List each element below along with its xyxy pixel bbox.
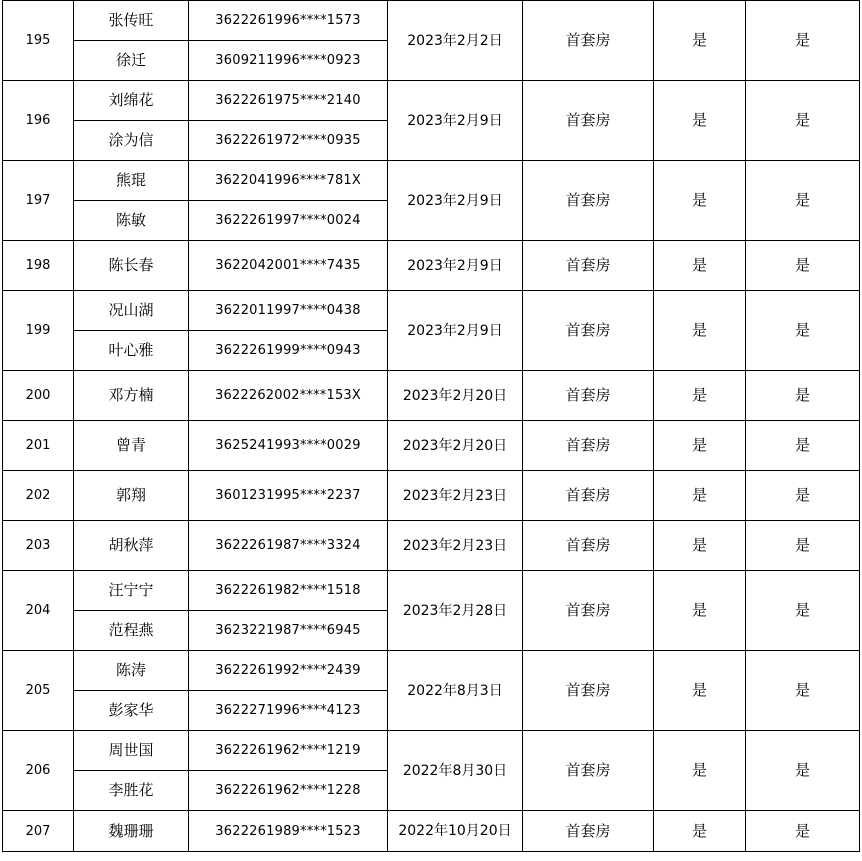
date-cell: 2023年2月23日 — [388, 471, 523, 521]
date-cell: 2023年2月9日 — [388, 241, 523, 291]
flag-b-cell: 是 — [746, 291, 860, 371]
flag-b-cell: 是 — [746, 731, 860, 811]
id-number-cell: 3609211996****0923 — [189, 41, 388, 81]
record-number-cell: 205 — [3, 651, 74, 731]
applicant-name-cell: 周世国 — [74, 731, 189, 771]
applicant-name-cell: 李胜花 — [74, 771, 189, 811]
id-number-cell: 3622042001****7435 — [189, 241, 388, 291]
record-number-cell: 203 — [3, 521, 74, 571]
record-number-cell: 206 — [3, 731, 74, 811]
records-table — [2, 0, 860, 852]
flag-a-cell: 是 — [654, 471, 746, 521]
applicant-name-cell: 陈长春 — [74, 241, 189, 291]
applicant-name-cell: 刘绵花 — [74, 81, 189, 121]
applicant-name-cell: 范程燕 — [74, 611, 189, 651]
id-number-cell: 3622261975****2140 — [189, 81, 388, 121]
flag-b-cell: 是 — [746, 571, 860, 651]
applicant-name-cell: 陈敏 — [74, 201, 189, 241]
table-row — [3, 1, 860, 41]
applicant-name-cell: 况山湖 — [74, 291, 189, 331]
applicant-name-cell: 涂为信 — [74, 121, 189, 161]
id-number-cell: 3622041996****781X — [189, 161, 388, 201]
records-body — [3, 1, 860, 852]
flag-a-cell: 是 — [654, 811, 746, 852]
id-number-cell: 3622262002****153X — [189, 371, 388, 421]
flag-b-cell: 是 — [746, 241, 860, 291]
date-cell: 2023年2月20日 — [388, 421, 523, 471]
flag-a-cell: 是 — [654, 161, 746, 241]
flag-b-cell: 是 — [746, 651, 860, 731]
date-cell: 2023年2月2日 — [388, 1, 523, 81]
id-number-cell: 3622261972****0935 — [189, 121, 388, 161]
housing-type-cell: 首套房 — [523, 651, 654, 731]
record-number-cell: 202 — [3, 471, 74, 521]
id-number-cell: 3622261999****0943 — [189, 331, 388, 371]
record-number-cell: 195 — [3, 1, 74, 81]
applicant-name-cell: 陈涛 — [74, 651, 189, 691]
id-number-cell: 3622261992****2439 — [189, 651, 388, 691]
table-row — [3, 371, 860, 421]
record-number-cell: 197 — [3, 161, 74, 241]
date-cell: 2022年8月3日 — [388, 651, 523, 731]
flag-b-cell: 是 — [746, 471, 860, 521]
applicant-name-cell: 曾青 — [74, 421, 189, 471]
id-number-cell: 3622261989****1523 — [189, 811, 388, 852]
id-number-cell: 3622261982****1518 — [189, 571, 388, 611]
id-number-cell: 3623221987****6945 — [189, 611, 388, 651]
flag-a-cell: 是 — [654, 521, 746, 571]
flag-b-cell: 是 — [746, 1, 860, 81]
flag-a-cell: 是 — [654, 651, 746, 731]
table-row — [3, 291, 860, 331]
id-number-cell: 3625241993****0029 — [189, 421, 388, 471]
id-number-cell: 3622261962****1228 — [189, 771, 388, 811]
date-cell: 2023年2月9日 — [388, 291, 523, 371]
applicant-name-cell: 魏珊珊 — [74, 811, 189, 852]
flag-b-cell: 是 — [746, 371, 860, 421]
flag-b-cell: 是 — [746, 521, 860, 571]
table-row — [3, 811, 860, 852]
table-row — [3, 651, 860, 691]
id-number-cell: 3622261997****0024 — [189, 201, 388, 241]
housing-type-cell: 首套房 — [523, 161, 654, 241]
housing-type-cell: 首套房 — [523, 521, 654, 571]
housing-type-cell: 首套房 — [523, 291, 654, 371]
applicant-name-cell: 叶心雅 — [74, 331, 189, 371]
applicant-name-cell: 邓方楠 — [74, 371, 189, 421]
record-number-cell: 204 — [3, 571, 74, 651]
housing-type-cell: 首套房 — [523, 371, 654, 421]
housing-type-cell: 首套房 — [523, 471, 654, 521]
table-row — [3, 161, 860, 201]
applicant-name-cell: 熊琨 — [74, 161, 189, 201]
flag-a-cell: 是 — [654, 571, 746, 651]
housing-type-cell: 首套房 — [523, 241, 654, 291]
housing-type-cell: 首套房 — [523, 731, 654, 811]
id-number-cell: 3622261962****1219 — [189, 731, 388, 771]
flag-b-cell: 是 — [746, 81, 860, 161]
id-number-cell: 3622261987****3324 — [189, 521, 388, 571]
date-cell: 2023年2月9日 — [388, 161, 523, 241]
record-number-cell: 201 — [3, 421, 74, 471]
flag-b-cell: 是 — [746, 811, 860, 852]
flag-a-cell: 是 — [654, 731, 746, 811]
id-number-cell: 3622271996****4123 — [189, 691, 388, 731]
flag-a-cell: 是 — [654, 421, 746, 471]
record-number-cell: 199 — [3, 291, 74, 371]
record-number-cell: 200 — [3, 371, 74, 421]
applicant-name-cell: 张传旺 — [74, 1, 189, 41]
housing-type-cell: 首套房 — [523, 421, 654, 471]
flag-a-cell: 是 — [654, 241, 746, 291]
applicant-name-cell: 汪宁宁 — [74, 571, 189, 611]
housing-type-cell: 首套房 — [523, 1, 654, 81]
flag-a-cell: 是 — [654, 81, 746, 161]
date-cell: 2023年2月20日 — [388, 371, 523, 421]
record-number-cell: 207 — [3, 811, 74, 852]
table-row — [3, 471, 860, 521]
flag-b-cell: 是 — [746, 421, 860, 471]
housing-type-cell: 首套房 — [523, 811, 654, 852]
housing-type-cell: 首套房 — [523, 81, 654, 161]
date-cell: 2023年2月28日 — [388, 571, 523, 651]
applicant-name-cell: 郭翔 — [74, 471, 189, 521]
record-number-cell: 196 — [3, 81, 74, 161]
table-row — [3, 731, 860, 771]
flag-b-cell: 是 — [746, 161, 860, 241]
date-cell: 2022年10月20日 — [388, 811, 523, 852]
date-cell: 2023年2月23日 — [388, 521, 523, 571]
table-row — [3, 521, 860, 571]
applicant-name-cell: 胡秋萍 — [74, 521, 189, 571]
date-cell: 2022年8月30日 — [388, 731, 523, 811]
flag-a-cell: 是 — [654, 371, 746, 421]
table-row — [3, 81, 860, 121]
id-number-cell: 3601231995****2237 — [189, 471, 388, 521]
table-row — [3, 421, 860, 471]
record-number-cell: 198 — [3, 241, 74, 291]
date-cell: 2023年2月9日 — [388, 81, 523, 161]
flag-a-cell: 是 — [654, 1, 746, 81]
table-row — [3, 571, 860, 611]
flag-a-cell: 是 — [654, 291, 746, 371]
applicant-name-cell: 徐迁 — [74, 41, 189, 81]
id-number-cell: 3622261996****1573 — [189, 1, 388, 41]
housing-type-cell: 首套房 — [523, 571, 654, 651]
applicant-name-cell: 彭家华 — [74, 691, 189, 731]
id-number-cell: 3622011997****0438 — [189, 291, 388, 331]
table-row — [3, 241, 860, 291]
